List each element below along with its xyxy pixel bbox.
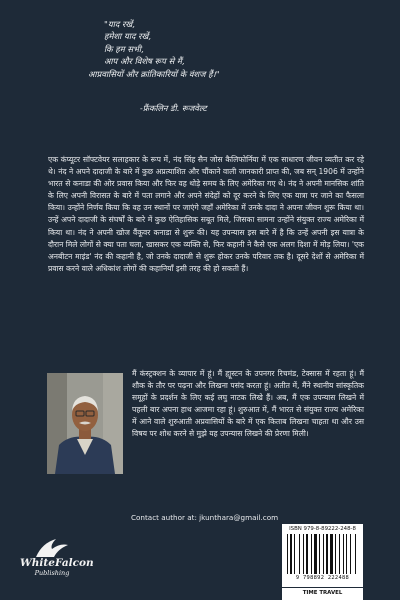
epigraph-quote (88, 18, 348, 80)
synopsis-text: एक कंप्यूटर सॉफ्टवेयर सलाहकार के रूप में, नंद सिंह सैन जोस कैलिफोर्निया में एक साधारण जीवन व्यतीत कर रहे थे। नंद ने अपने दादाजी के बारे में कुछ अप्रत्याशित और चौंकाने वाली जानकारी प्राप्त की, जब सन् 1906 में उन्होंने भारत से कनाडा की ओर प्रवास किया और फिर वह थोड़े समय के लिए अमेरिका गए थे। नंद ने अपनी मानसिक शांति के लिए अपनी विरासत के बारे में पता लगाने और अपने संदेहों को दूर करने के लिए एक यात्रा पर जाने का फैसला किया। उन्होंने निर्णय किया कि वह उन स्थानों पर जाएंगे जहाँ अमेरिका में उनके दादा ने अपना जीवन शुरू किया था। उन्हें अपने दादाजी के संघर्षों के बारे में कुछ ऐतिहासिक सबूत मिले, जिसका सामना उन्होंने संयुक्त राज्य अमेरिका में किया था। नंद ने अपनी खोज वैंकूवर कनाडा से शुरू की। यह उपन्यास इस बारे में है कि उन्हें अपनी इस यात्रा के दौरान मिले लोगों से क्या पता चला, खासकर एक व्यक्ति से, फिर कहानी ने कैसे एक अलग दिशा में मोड़ लिया। 'एक अनबीटन माइंड' नंद की कहानी है, जो उनके दादाजी से शुरू होकर उनके परिवार तक है। दूसरे देशों से अमेरिका में प्रवास करने वाले अधिकांश लोगों की कहानियाँ इसी तरह की हो सकती हैं। (48, 155, 364, 273)
quote-line: "याद रखें, (104, 19, 135, 29)
barcode-icon (285, 534, 360, 574)
publisher-name: WhiteFalcon (20, 557, 94, 569)
barcode-panel (282, 524, 363, 587)
falcon-icon (32, 535, 72, 559)
quote-line: आप और विशेष रूप से मैं, (104, 56, 185, 67)
publisher-logo (20, 535, 94, 591)
quote-author: -फ्रैंकलिन डी. रूजवेल्ट (140, 103, 207, 113)
author-photo (47, 373, 123, 474)
isbn-label: ISBN 979-8-89222-248-8 (289, 526, 356, 532)
quote-line: हमेशा याद रखें, (104, 31, 152, 42)
publisher-sub: Publishing (34, 569, 70, 577)
author-contact: Contact author at: jkunthara@gmail.com (131, 513, 279, 522)
author-portrait-image (47, 373, 123, 474)
barcode-number: 9 798892 222488 (295, 575, 350, 581)
author-bio: मैं कंस्ट्रक्शन के व्यापार में हूं। मैं ह्यूस्टन के उपनगर रिचमंड, टेक्सास में रहता हूं। मैं शौक के तौर पर पढ़ना और लिखना पसंद करता हूं। अतीत में, मैंने स्थानीय सांस्कृतिक समूहों के प्रदर्शन के लिए कई लघु नाटक लिखे हैं। अब, मैं एक उपन्यास लिखने में पहली बार अपना हाथ आजमा रहा हूं। शुरुआत में, मैं भारत से संयुक्त राज्य अमेरिका में आने वाले शुरुआती अप्रवासियों के बारे में एक किताब लिखना चाहता था और उस विषय पर शोध करने से मुझे यह उपन्यास लिखने की प्रेरणा मिली। (132, 369, 364, 438)
genre-label: TIME TRAVEL (282, 588, 363, 600)
quote-line: कि हम सभी, (104, 43, 144, 54)
quote-line: आप्रवासियों और क्रांतिकारियों के वंशज हैं।" (88, 68, 220, 79)
